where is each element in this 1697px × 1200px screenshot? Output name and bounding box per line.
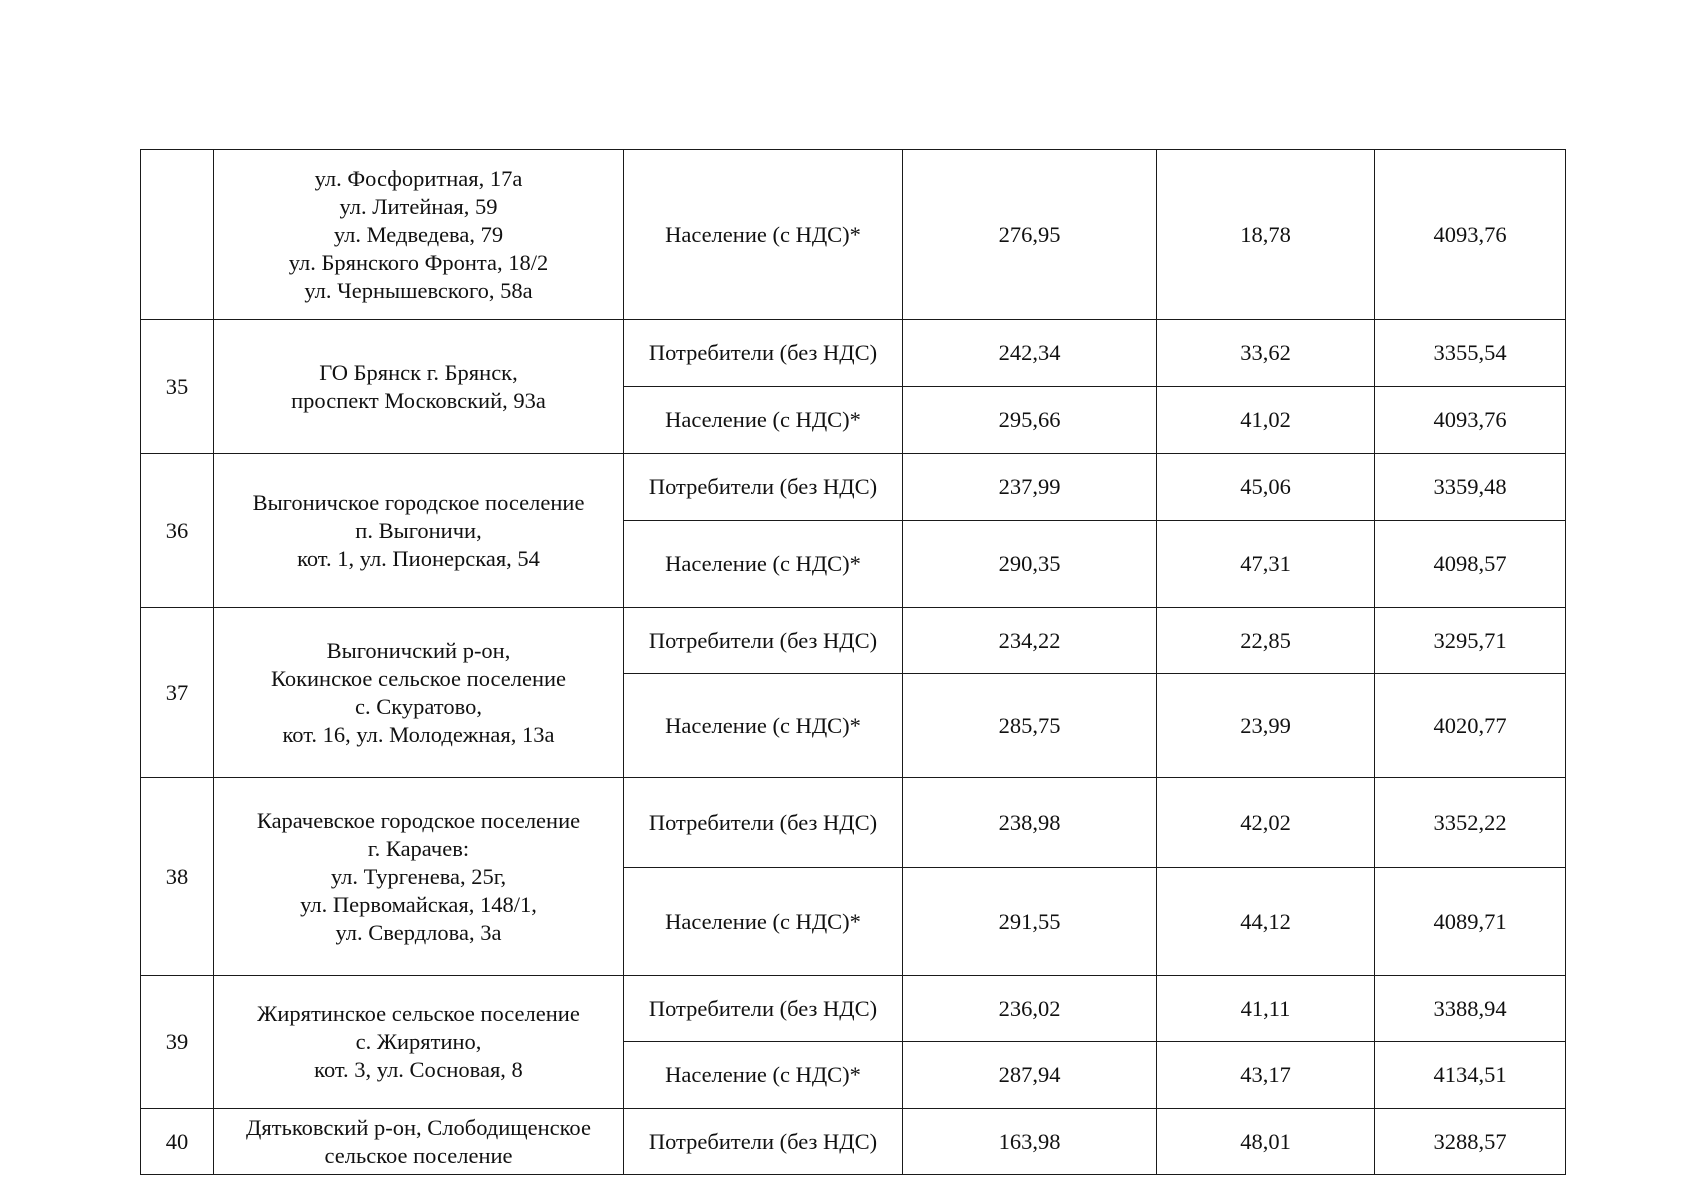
address-cell: [214, 976, 624, 1109]
consumer-category: Население (с НДС)*: [624, 387, 903, 454]
address-line: ул. Литейная, 59: [339, 193, 498, 219]
table-row: [141, 1109, 1566, 1175]
value-cell: 163,98: [903, 1109, 1157, 1175]
value-cell: 3359,48: [1375, 454, 1566, 521]
consumer-category: Население (с НДС)*: [624, 674, 903, 778]
address-line: п. Выгоничи,: [355, 517, 482, 543]
address-line: г. Карачев:: [367, 835, 470, 861]
value-cell: 33,62: [1157, 320, 1375, 387]
row-number: 36: [141, 454, 214, 608]
value-cell: 4093,76: [1375, 387, 1566, 454]
value-cell: 3355,54: [1375, 320, 1566, 387]
address-line: ГО Брянск г. Брянск,: [319, 359, 518, 385]
value-cell: 43,17: [1157, 1042, 1375, 1109]
consumer-category: Население (с НДС)*: [624, 521, 903, 608]
address-cell: [214, 608, 624, 778]
address-line: кот. 16, ул. Молодежная, 13а: [282, 721, 555, 747]
table-row: [141, 150, 1566, 320]
value-cell: 234,22: [903, 608, 1157, 674]
value-cell: 42,02: [1157, 778, 1375, 868]
value-cell: 237,99: [903, 454, 1157, 521]
address-line: сельское поселение: [324, 1142, 513, 1168]
table-row: [141, 454, 1566, 521]
table-row: [141, 320, 1566, 387]
address-line: ул. Медведева, 79: [333, 221, 504, 247]
address-cell: [214, 150, 624, 320]
consumer-category: Потребители (без НДС): [624, 778, 903, 868]
value-cell: 4098,57: [1375, 521, 1566, 608]
value-cell: 23,99: [1157, 674, 1375, 778]
address-line: кот. 1, ул. Пионерская, 54: [297, 545, 540, 571]
value-cell: 242,34: [903, 320, 1157, 387]
value-cell: 41,02: [1157, 387, 1375, 454]
address-line: Жирятинское сельское поселение: [257, 1001, 580, 1026]
value-cell: 3352,22: [1375, 778, 1566, 868]
address-line: ул. Первомайская, 148/1,: [300, 891, 537, 917]
value-cell: 238,98: [903, 778, 1157, 868]
consumer-category: Потребители (без НДС): [624, 320, 903, 387]
value-cell: 47,31: [1157, 521, 1375, 608]
value-cell: 236,02: [903, 976, 1157, 1042]
value-cell: 290,35: [903, 521, 1157, 608]
address-line: ул. Брянского Фронта, 18/2: [288, 249, 549, 275]
row-number: 35: [141, 320, 214, 454]
address-line: Выгоничское городское поселение: [252, 489, 585, 515]
address-line: кот. 3, ул. Сосновая, 8: [314, 1057, 523, 1082]
value-cell: 3388,94: [1375, 976, 1566, 1042]
value-cell: 276,95: [903, 150, 1157, 320]
address-line: Дятьковский р-он, Слободищенское: [246, 1114, 591, 1140]
value-cell: 287,94: [903, 1042, 1157, 1109]
value-cell: 18,78: [1157, 150, 1375, 320]
consumer-category: Потребители (без НДС): [624, 976, 903, 1042]
value-cell: 22,85: [1157, 608, 1375, 674]
table-row: [141, 976, 1566, 1042]
value-cell: 3288,57: [1375, 1109, 1566, 1175]
row-number: 40: [141, 1109, 214, 1175]
address-cell: [214, 454, 624, 608]
value-cell: 44,12: [1157, 868, 1375, 976]
address-line: ул. Свердлова, 3а: [335, 919, 502, 945]
address-cell: [214, 1109, 624, 1175]
consumer-category: Население (с НДС)*: [624, 1042, 903, 1109]
value-cell: 4134,51: [1375, 1042, 1566, 1109]
address-line: ул. Тургенева, 25г,: [330, 863, 507, 889]
table-row: [141, 608, 1566, 674]
value-cell: 4089,71: [1375, 868, 1566, 976]
value-cell: 41,11: [1157, 976, 1375, 1042]
value-cell: 48,01: [1157, 1109, 1375, 1175]
value-cell: 4093,76: [1375, 150, 1566, 320]
consumer-category: Потребители (без НДС): [624, 1109, 903, 1175]
table-row: [141, 778, 1566, 868]
consumer-category: Потребители (без НДС): [624, 608, 903, 674]
address-line: с. Скуратово,: [355, 693, 482, 719]
consumer-category: Население (с НДС)*: [624, 868, 903, 976]
value-cell: 291,55: [903, 868, 1157, 976]
address-line: ул. Фосфоритная, 17а: [314, 165, 523, 191]
address-line: с. Жирятино,: [355, 1029, 482, 1054]
consumer-category: Потребители (без НДС): [624, 454, 903, 521]
address-line: Кокинское сельское поселение: [270, 665, 567, 691]
address-line: ул. Чернышевского, 58а: [304, 277, 533, 303]
row-number: 39: [141, 976, 214, 1109]
row-number: 37: [141, 608, 214, 778]
value-cell: 3295,71: [1375, 608, 1566, 674]
address-cell: [214, 778, 624, 976]
row-number: 38: [141, 778, 214, 976]
value-cell: 45,06: [1157, 454, 1375, 521]
consumer-category: Население (с НДС)*: [624, 150, 903, 320]
row-number: [141, 150, 214, 320]
value-cell: 4020,77: [1375, 674, 1566, 778]
address-line: Выгоничский р-он,: [326, 637, 511, 663]
address-cell: [214, 320, 624, 454]
value-cell: 285,75: [903, 674, 1157, 778]
address-line: проспект Московский, 93а: [291, 387, 546, 413]
tariff-table: [140, 149, 1566, 1175]
address-line: Карачевское городское поселение: [256, 807, 581, 833]
value-cell: 295,66: [903, 387, 1157, 454]
